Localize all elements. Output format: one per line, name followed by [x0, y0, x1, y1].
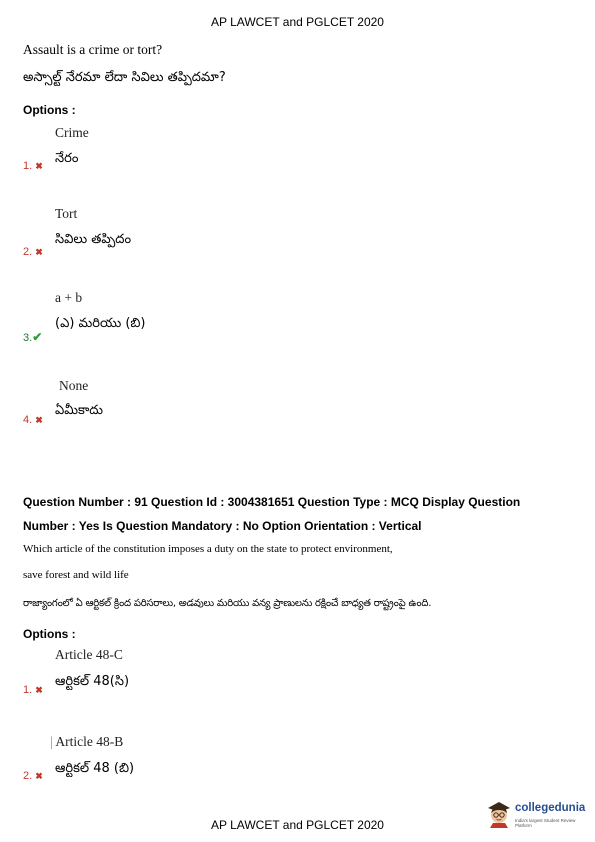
- student-mascot-icon: [484, 798, 514, 828]
- option-number: 2. ✖: [23, 770, 43, 782]
- option-telugu: ఏమీకాదు: [55, 403, 103, 418]
- logo-tagline: India's largest Student Review Platform: [515, 818, 576, 828]
- option-telugu: నేరం: [55, 151, 79, 166]
- option-number: 2. ✖: [23, 246, 43, 258]
- option-english: Article 48-C: [55, 647, 123, 662]
- option-number: 4. ✖: [23, 414, 43, 426]
- scan-artifact-mark: |: [50, 734, 53, 749]
- option-english: None: [59, 378, 89, 393]
- option-number: 1. ✖: [23, 160, 43, 172]
- page-header: AP LAWCET and PGLCET 2020: [211, 15, 384, 29]
- logo-name: collegedunia: [515, 802, 586, 814]
- cross-icon: ✖: [35, 685, 43, 695]
- option-english: Crime: [55, 125, 89, 140]
- page-footer: AP LAWCET and PGLCET 2020: [211, 818, 384, 832]
- cross-icon: ✖: [35, 161, 43, 171]
- question-text-english: save forest and wild life: [23, 569, 129, 581]
- collegedunia-logo[interactable]: [484, 798, 590, 832]
- question-meta-line: Number : Yes Is Question Mandatory : No Option Orientation : Vertical: [23, 519, 422, 533]
- option-number: 3.✔: [23, 330, 43, 344]
- option-number: 1. ✖: [23, 684, 43, 696]
- question-text-english: Assault is a crime or tort?: [23, 42, 163, 57]
- option-english: Tort: [55, 206, 78, 221]
- check-icon: ✔: [32, 330, 43, 344]
- option-telugu: సివిలు తప్పిదం: [55, 232, 132, 247]
- option-english: | Article 48-B: [50, 734, 124, 749]
- options-label: Options :: [23, 103, 76, 117]
- option-english: a + b: [55, 290, 83, 305]
- option-telugu: ఆర్టికల్ 48(సి): [55, 674, 130, 689]
- question-text-english: Which article of the constitution imposes a duty on the state to protect environment,: [23, 543, 393, 555]
- question-text-telugu: అస్సాల్ట్ నేరమా లేదా సివిలు తప్పిదమా?: [23, 70, 226, 85]
- option-telugu: ఆర్టికల్ 48 (బి): [55, 761, 135, 776]
- cross-icon: ✖: [35, 771, 43, 781]
- option-telugu: (ఎ) మరియు (బి): [55, 316, 146, 331]
- question-text-telugu: రాజ్యాంగంలో ఏ ఆర్టికల్ క్రింద పరిసరాలు, అడవులు మరియు వన్య ప్రాణులను రక్షించే బాధ్యత రాష్ట్రంపై ఉంది.: [23, 598, 432, 609]
- options-label: Options :: [23, 627, 76, 641]
- question-meta-line: Question Number : 91 Question Id : 3004381651 Question Type : MCQ Display Question: [23, 495, 521, 509]
- cross-icon: ✖: [35, 247, 43, 257]
- cross-icon: ✖: [35, 415, 43, 425]
